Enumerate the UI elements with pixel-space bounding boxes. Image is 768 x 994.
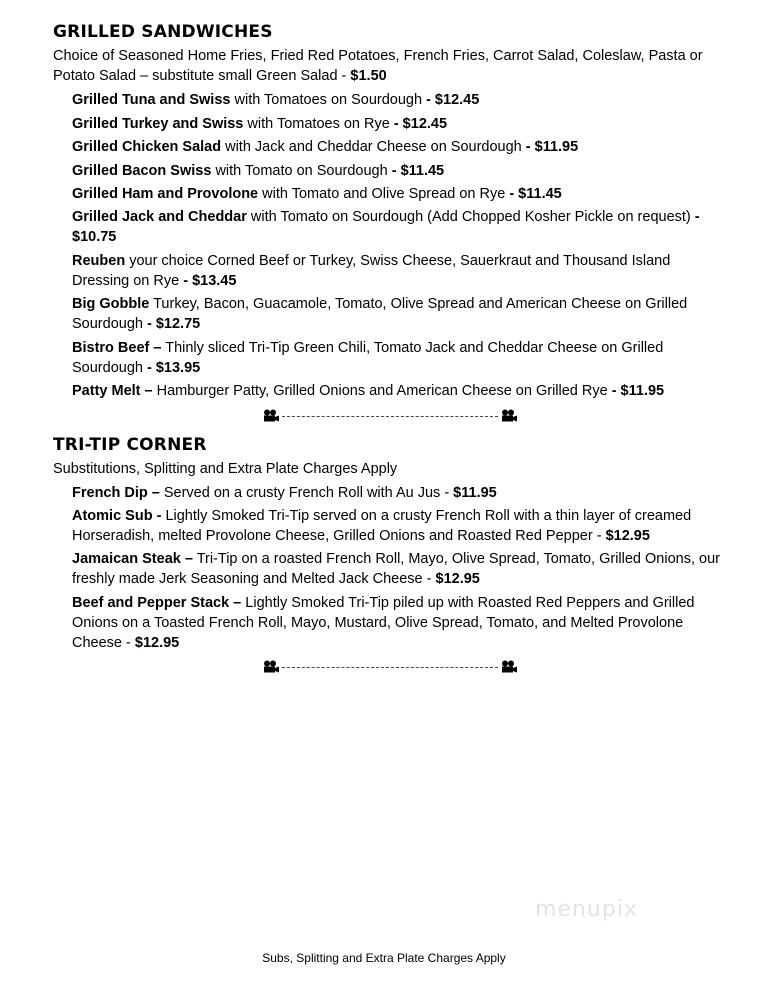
menupix-watermark: menupix xyxy=(535,897,638,922)
menu-item xyxy=(72,294,722,334)
item-name: Grilled Tuna and Swiss xyxy=(72,92,231,108)
intro-text: Choice of Seasoned Home Fries, Fried Red Potatoes, French Fries, Carrot Salad, Coleslaw, Pasta or Potato Salad – substitute small Green Salad - xyxy=(53,48,703,84)
menu-item xyxy=(72,184,722,204)
item-desc: with Jack and Cheddar Cheese on Sourdough xyxy=(221,139,526,155)
item-name: Reuben xyxy=(72,253,126,269)
item-name: Grilled Bacon Swiss xyxy=(72,163,212,179)
item-price: $12.95 xyxy=(134,635,180,651)
section-divider xyxy=(262,659,518,675)
item-desc: with Tomato on Sourdough xyxy=(211,163,392,179)
item-desc: Tri-Tip on a roasted French Roll, Mayo, Olive Spread, Tomato, Grilled Onions, our freshly made Jerk Seasoning and Melted Jack Cheese - xyxy=(72,551,720,587)
dashed-rule xyxy=(282,667,498,668)
menu-item xyxy=(72,90,722,110)
item-desc: Thinly sliced Tri-Tip Green Chili, Tomato Jack and Cheddar Cheese on Grilled Sourdough xyxy=(72,340,664,376)
item-desc: Hamburger Patty, Grilled Onions and American Cheese on Grilled Rye xyxy=(152,383,612,399)
item-desc: your choice Corned Beef or Turkey, Swiss Cheese, Sauerkraut and Thousand Island Dressing on Rye xyxy=(72,253,671,289)
menu-item xyxy=(72,506,722,546)
grilled-sandwiches-intro xyxy=(53,46,733,86)
item-price: - $10.75 xyxy=(72,209,700,245)
item-price: $12.95 xyxy=(605,528,650,544)
item-price: - $11.45 xyxy=(509,186,562,202)
item-price: - $12.75 xyxy=(146,316,201,332)
grilled-sandwiches-heading: GRILLED SANDWICHES xyxy=(53,22,273,42)
menu-item xyxy=(72,338,722,378)
item-name: Grilled Chicken Salad xyxy=(72,139,222,155)
item-desc: with Tomatoes on Sourdough xyxy=(230,92,427,108)
menu-item xyxy=(72,593,722,653)
menu-item xyxy=(72,483,722,503)
item-name: French Dip – xyxy=(72,485,160,501)
movie-camera-icon xyxy=(262,660,280,674)
item-desc: Lightly Smoked Tri-Tip served on a crusty French Roll with a thin layer of creamed Horseradish, melted Provolone Cheese, Grilled Onions and Roasted Red Pepper - xyxy=(72,508,692,544)
item-price: $11.95 xyxy=(453,485,497,501)
item-price: - $11.95 xyxy=(611,383,665,399)
dashed-rule xyxy=(282,416,498,417)
item-desc: Served on a crusty French Roll with Au Jus - xyxy=(159,485,454,501)
item-name: Grilled Ham and Provolone xyxy=(72,186,259,202)
item-price: - $11.45 xyxy=(391,163,445,179)
item-price: - $12.45 xyxy=(426,92,480,108)
section-divider xyxy=(262,408,518,424)
item-price: - $12.45 xyxy=(393,116,448,132)
item-desc: with Tomatoes on Rye xyxy=(243,116,394,132)
menu-item xyxy=(72,251,722,291)
tri-tip-corner-heading: TRI-TIP CORNER xyxy=(53,435,207,455)
item-name: Bistro Beef – xyxy=(72,340,162,356)
item-price: - $13.45 xyxy=(183,273,237,289)
item-name: Grilled Jack and Cheddar xyxy=(72,209,247,225)
menu-item xyxy=(72,114,722,134)
item-name: Beef and Pepper Stack – xyxy=(72,595,242,611)
menu-item xyxy=(72,137,722,157)
intro-price: $1.50 xyxy=(350,68,387,84)
item-name: Jamaican Steak – xyxy=(72,551,193,567)
item-price: - $11.95 xyxy=(525,139,579,155)
menu-item xyxy=(72,549,722,589)
item-price: $12.95 xyxy=(435,571,480,587)
item-desc: Turkey, Bacon, Guacamole, Tomato, Olive Spread and American Cheese on Grilled Sourdough xyxy=(72,296,688,332)
movie-camera-icon xyxy=(262,409,280,423)
item-name: Patty Melt – xyxy=(72,383,153,399)
movie-camera-icon xyxy=(500,409,518,423)
item-name: Grilled Turkey and Swiss xyxy=(72,116,244,132)
footer-note: Subs, Splitting and Extra Plate Charges Apply xyxy=(262,951,506,965)
item-desc: Lightly Smoked Tri-Tip piled up with Roasted Red Peppers and Grilled Onions on a Toasted French Roll, Mayo, Mustard, Olive Spread, Tomato, and Melted Provolone Cheese - xyxy=(72,595,695,651)
menu-item xyxy=(72,207,722,247)
tri-tip-corner-intro: Substitutions, Splitting and Extra Plate Charges Apply xyxy=(53,461,398,477)
item-desc: with Tomato on Sourdough (Add Chopped Kosher Pickle on request) xyxy=(246,209,695,225)
item-name: Atomic Sub - xyxy=(72,508,162,524)
menu-item xyxy=(72,381,722,401)
movie-camera-icon xyxy=(500,660,518,674)
item-price: - $13.95 xyxy=(146,360,201,376)
menu-item xyxy=(72,161,722,181)
item-name: Big Gobble xyxy=(72,296,150,312)
item-desc: with Tomato and Olive Spread on Rye xyxy=(258,186,510,202)
